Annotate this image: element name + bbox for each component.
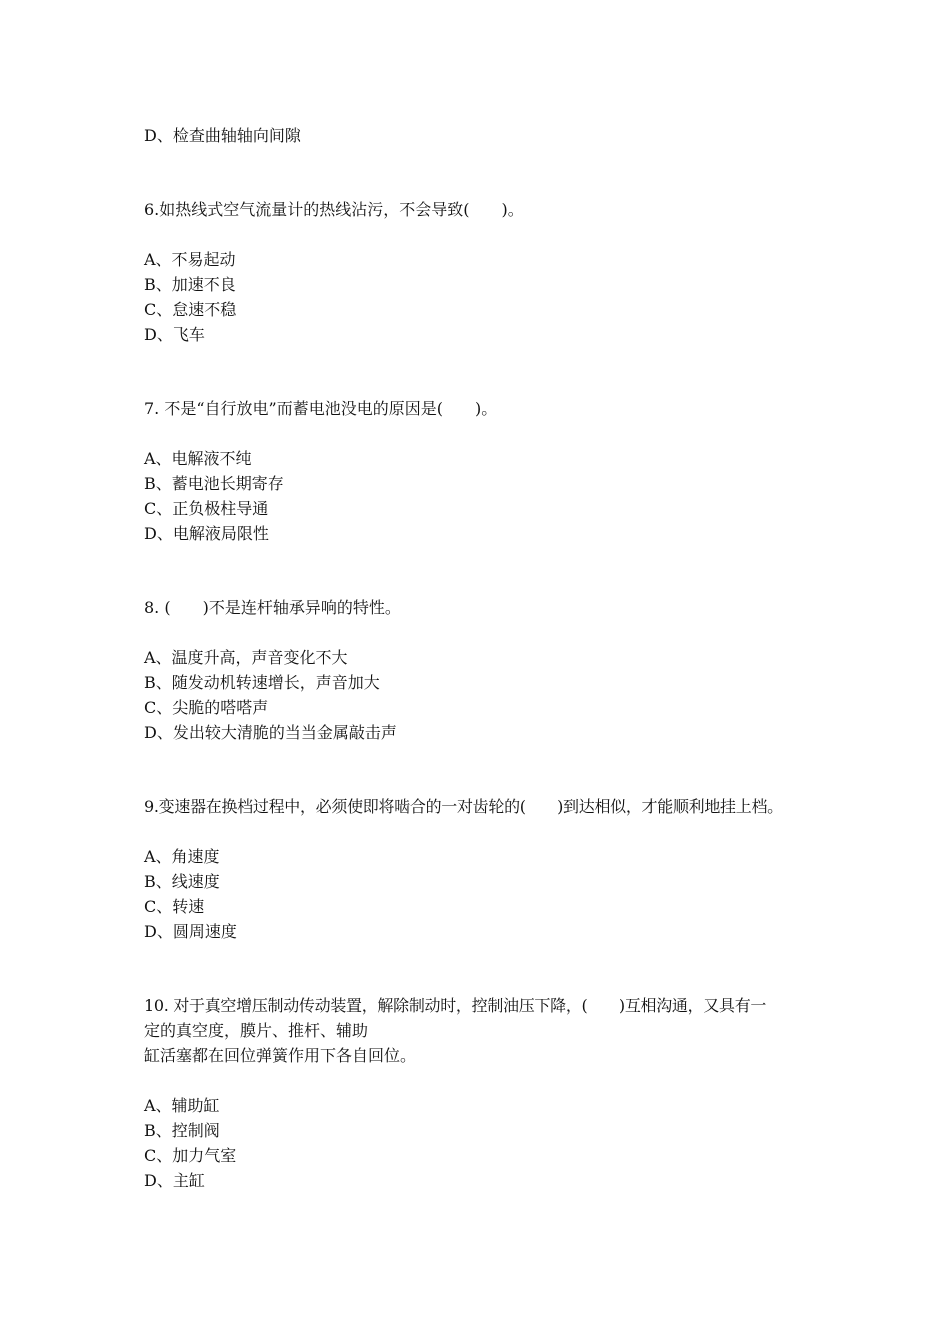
question-9-option-a: A、角速度	[144, 847, 220, 866]
question-10-option-b: B、控制阀	[144, 1121, 220, 1140]
question-8-option-d: D、发出较大清脆的当当金属敲击声	[144, 723, 397, 742]
question-7-text: 7. 不是“自行放电”而蓄电池没电的原因是( )。	[144, 399, 498, 418]
question-9-text: 9.变速器在换档过程中，必须使即将啮合的一对齿轮的( )到达相似，才能顺利地挂上档。	[144, 797, 783, 816]
question-8-option-b: B、随发动机转速增长，声音加大	[144, 673, 380, 692]
question-10-text-line-3: 缸活塞都在回位弹簧作用下各自回位。	[144, 1046, 417, 1065]
question-10-option-d: D、主缸	[144, 1171, 205, 1190]
question-10-option-a: A、辅助缸	[144, 1096, 220, 1115]
question-9-option-d: D、圆周速度	[144, 922, 237, 941]
orphan-option-d: D、检查曲轴轴向间隙	[144, 126, 301, 145]
question-6-option-c: C、怠速不稳	[144, 300, 237, 319]
question-7-option-b: B、蓄电池长期寄存	[144, 474, 284, 493]
question-6-option-b: B、加速不良	[144, 275, 236, 294]
document-page	[144, 0, 824, 1344]
question-10-text-line-2: 定的真空度，膜片、推杆、辅助	[144, 1021, 369, 1040]
question-6-option-d: D、飞车	[144, 325, 205, 344]
question-9-option-c: C、转速	[144, 897, 205, 916]
question-8-text: 8. ( )不是连杆轴承异响的特性。	[144, 598, 401, 617]
question-6-text: 6.如热线式空气流量计的热线沾污，不会导致( )。	[144, 200, 524, 219]
question-7-option-c: C、正负极柱导通	[144, 499, 269, 518]
question-9-option-b: B、线速度	[144, 872, 220, 891]
question-10-text-line-1: 10. 对于真空增压制动传动装置，解除制动时，控制油压下降，( )互相沟通，又具有一	[144, 996, 767, 1015]
question-7-option-a: A、电解液不纯	[144, 449, 252, 468]
question-10-option-c: C、加力气室	[144, 1146, 237, 1165]
question-8-option-a: A、温度升高，声音变化不大	[144, 648, 348, 667]
question-8-option-c: C、尖脆的嗒嗒声	[144, 698, 269, 717]
question-6-option-a: A、不易起动	[144, 250, 236, 269]
question-7-option-d: D、电解液局限性	[144, 524, 269, 543]
